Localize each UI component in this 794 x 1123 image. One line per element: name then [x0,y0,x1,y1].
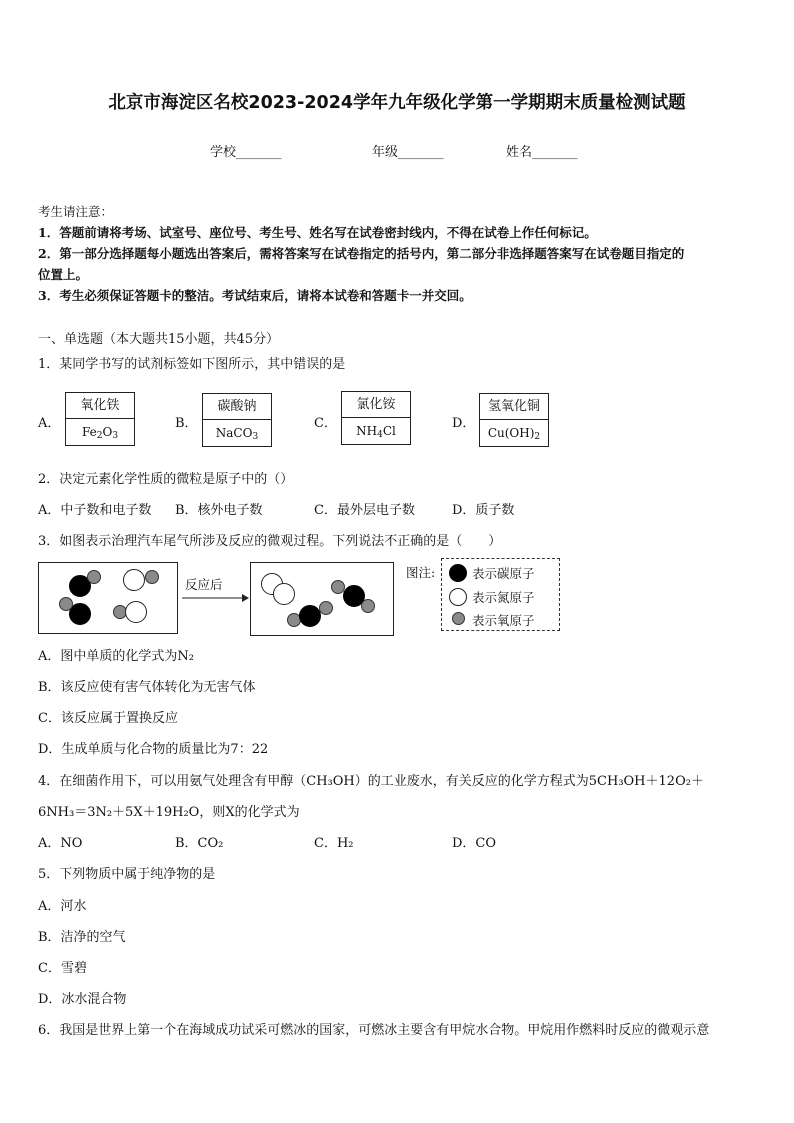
section-heading: 一、单选题（本大题共15小题，共45分） [38,332,280,347]
name-field: 姓名_______ [506,145,578,160]
carbon-legend-icon [449,564,467,582]
option: B．该反应使有害气体转化为无害气体 [38,680,256,695]
option: D．CO [452,836,497,851]
legend-nitrogen: 表示氮原子 [472,590,535,605]
reagent-formula: NaCO$_3$ [215,426,259,442]
question-4-stem-cont: 6NH₃＝3N₂＋5X＋19H₂O，则X的化学式为 [38,805,300,820]
reagent-label [341,391,411,445]
before-reaction-box [38,562,178,634]
reagent-label [65,392,135,446]
option-letter: D． [452,416,476,431]
arrow-label: 反应后 [185,577,223,592]
option: B．CO₂ [175,836,224,851]
grade-field: 年级_______ [372,145,444,160]
legend-title: 图注: [406,565,436,580]
option: C．最外层电子数 [314,503,415,518]
reagent-name: 氧化铁 [66,393,134,419]
reagent-name: 碳酸钠 [203,394,271,420]
reagent-label [479,393,549,447]
legend-carbon: 表示碳原子 [472,566,535,581]
reagent-name: 氯化铵 [342,392,410,418]
after-reaction-box [250,562,394,636]
reagent-formula: $Cu(OH)_2$ [487,426,541,442]
option: A．图中单质的化学式为N₂ [38,649,194,664]
option: B．核外电子数 [175,503,263,518]
legend [441,558,560,631]
notice-item: 位置上。 [38,267,89,282]
carbon-atom [299,605,321,627]
option: A．NO [38,836,83,851]
question-3-stem: 3．如图表示治理汽车尾气所涉及反应的微观过程。下列说法不正确的是（ ） [38,534,502,549]
reagent-label [202,393,272,447]
page-title: 北京市海淀区名校2023-2024学年九年级化学第一学期期末质量检测试题 [108,93,686,113]
nitrogen-legend-icon [449,588,467,606]
oxygen-atom [87,570,101,584]
option: D．质子数 [452,503,515,518]
nitrogen-atom [125,601,147,623]
oxygen-atom [319,601,333,615]
notice-item: 2．第一部分选择题每小题选出答案后，需将答案写在试卷指定的括号内，第二部分非选择题答案写在试卷题目指定的 [38,246,685,261]
option: D．生成单质与化合物的质量比为7：22 [38,742,269,757]
option: D．冰水混合物 [38,992,127,1007]
nitrogen-atom [273,583,295,605]
reagent-name: 氢氧化铜 [480,394,548,420]
option-letter: C． [314,416,337,431]
option: C．H₂ [314,836,354,851]
reaction-arrow [180,592,250,604]
option-letter: B． [175,416,198,431]
option-letter: A． [38,416,61,431]
school-field: 学校_______ [210,145,282,160]
reagent-formula: $Fe_2O_3$ [81,425,119,441]
notice-item: 1．答题前请将考场、试室号、座位号、考生号、姓名写在试卷密封线内，不得在试卷上作任何标记。 [38,225,597,240]
oxygen-legend-icon [452,612,465,625]
option: A．中子数和电子数 [38,503,152,518]
question-2-stem: 2．决定元素化学性质的微粒是原子中的（） [38,472,294,487]
legend-oxygen: 表示氧原子 [472,613,535,628]
option: A．河水 [38,899,87,914]
oxygen-atom [145,570,159,584]
question-6-stem: 6．我国是世界上第一个在海域成功试采可燃冰的国家，可燃冰主要含有甲烷水合物。甲烷用作燃料时反应的微观示意 [38,1023,710,1038]
question-4-stem: 4．在细菌作用下，可以用氨气处理含有甲醇（CH₃OH）的工业废水，有关反应的化学方程式为5CH₃OH＋12O₂＋ [38,774,704,789]
notice-item: 3．考生必须保证答题卡的整洁。考试结束后，请将本试卷和答题卡一并交回。 [38,288,472,303]
option: C．雪碧 [38,961,87,976]
option: C．该反应属于置换反应 [38,711,178,726]
question-5-stem: 5．下列物质中属于纯净物的是 [38,867,216,882]
option: B．洁净的空气 [38,930,126,945]
oxygen-atom [59,597,73,611]
notice-heading: 考生请注意： [38,204,114,219]
reagent-formula: $NH_4Cl$ [356,424,396,440]
nitrogen-atom [123,569,145,591]
question-1-stem: 1．某同学书写的试剂标签如下图所示，其中错误的是 [38,357,346,372]
oxygen-atom [361,599,375,613]
